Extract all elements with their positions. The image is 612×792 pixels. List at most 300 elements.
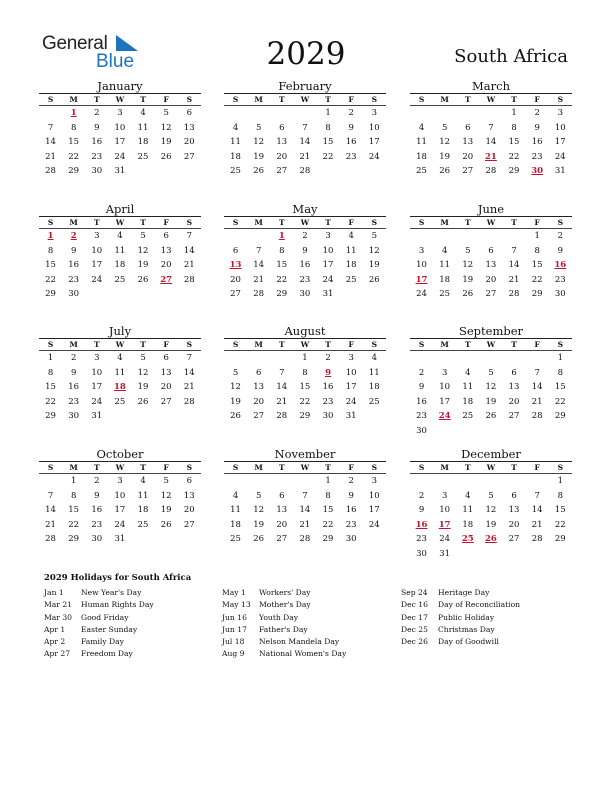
day-cell: 12 <box>160 122 172 133</box>
day-cell <box>155 287 178 302</box>
day-cell: 18 <box>368 382 380 393</box>
day-cell: 28 <box>183 396 195 407</box>
day-cell: 22 <box>68 519 80 530</box>
day-cell: 23 <box>299 274 311 285</box>
week-row <box>224 409 386 424</box>
weekday-label: S <box>186 340 193 349</box>
weekday-header <box>224 94 386 106</box>
day-cell: 28 <box>299 534 311 545</box>
holiday-day-cell: 1 <box>47 231 54 241</box>
weekday-label: W <box>486 340 496 349</box>
day-cell: 10 <box>554 122 566 133</box>
day-cell: 19 <box>439 151 451 162</box>
day-cell: 1 <box>534 231 540 241</box>
day-cell: 11 <box>230 505 241 516</box>
weekday-label: T <box>94 340 100 349</box>
weekday-label: W <box>115 95 125 104</box>
weekday-label: S <box>418 95 425 104</box>
weekday-label: W <box>300 218 310 227</box>
day-cell: 9 <box>348 122 354 133</box>
month-name: April <box>105 202 135 216</box>
weekday-label: W <box>115 463 125 472</box>
holiday-day-cell: 13 <box>229 260 242 271</box>
day-cell: 28 <box>485 166 497 177</box>
day-cell: 20 <box>508 396 520 407</box>
weekday-label: T <box>140 95 146 104</box>
day-cell <box>178 532 201 547</box>
holiday-column <box>222 587 346 661</box>
day-cell: 10 <box>439 382 451 393</box>
month-may <box>224 202 386 302</box>
day-cell <box>224 474 247 489</box>
day-cell <box>526 351 549 366</box>
day-cell: 4 <box>117 231 123 241</box>
weekday-label: F <box>348 95 354 104</box>
day-cell: 7 <box>47 122 54 133</box>
month-name: November <box>274 447 336 461</box>
day-cell: 30 <box>299 289 311 300</box>
day-cell: 20 <box>508 519 520 530</box>
day-cell: 22 <box>45 396 56 407</box>
day-cell: 17 <box>114 505 126 516</box>
holiday-day-cell: 30 <box>531 166 544 177</box>
day-cell: 26 <box>137 396 149 407</box>
day-cell <box>317 164 340 179</box>
day-cell: 17 <box>91 260 103 271</box>
holiday-day-cell: 1 <box>278 231 285 241</box>
day-cell: 7 <box>302 490 308 501</box>
day-cell: 20 <box>276 151 288 162</box>
holiday-date: Apr 2 <box>44 637 66 647</box>
day-cell: 1 <box>557 476 564 486</box>
day-cell: 14 <box>531 505 543 516</box>
day-cell: 16 <box>345 137 357 148</box>
month-day-grid <box>224 338 386 424</box>
weekday-label: T <box>511 340 517 349</box>
day-cell: 14 <box>508 260 520 271</box>
day-cell <box>224 106 247 121</box>
day-cell <box>363 409 386 424</box>
day-cell: 18 <box>114 260 126 271</box>
day-cell: 13 <box>183 490 195 501</box>
day-cell: 26 <box>368 274 380 285</box>
day-cell: 15 <box>299 382 311 393</box>
weekday-label: W <box>300 95 310 104</box>
day-cell <box>433 351 456 366</box>
holiday-name: Good Friday <box>81 612 129 622</box>
day-cell: 28 <box>276 411 288 422</box>
day-cell: 26 <box>462 289 474 300</box>
holiday-day-cell: 24 <box>438 411 451 422</box>
weekday-label: T <box>511 95 517 104</box>
day-cell: 8 <box>557 490 564 501</box>
holiday-date: Sep 24 <box>401 588 428 597</box>
day-cell <box>293 474 316 489</box>
weekday-label: S <box>371 340 378 349</box>
day-cell: 27 <box>508 411 520 422</box>
week-row <box>410 474 572 489</box>
day-cell: 18 <box>462 396 474 407</box>
weekday-label: W <box>486 463 496 472</box>
day-cell: 19 <box>368 260 380 271</box>
day-cell: 20 <box>160 260 172 271</box>
day-cell: 27 <box>276 166 288 177</box>
holiday-day-cell: 1 <box>70 108 77 118</box>
day-cell: 17 <box>91 382 103 393</box>
day-cell <box>433 474 456 489</box>
day-cell: 20 <box>485 274 497 285</box>
weekday-label: F <box>348 218 354 227</box>
weekday-label: S <box>186 95 193 104</box>
day-cell: 27 <box>508 534 520 545</box>
day-cell: 21 <box>508 274 520 285</box>
holiday-name: Youth Day <box>259 612 299 622</box>
weekday-label: S <box>232 218 239 227</box>
day-cell <box>247 351 270 366</box>
day-cell <box>132 532 155 547</box>
weekday-label: S <box>47 463 54 472</box>
day-cell: 16 <box>322 382 334 393</box>
month-name: July <box>108 324 132 338</box>
day-cell <box>503 229 526 244</box>
holiday-date: Apr 1 <box>44 624 66 634</box>
week-row <box>224 164 386 179</box>
day-cell: 24 <box>114 151 126 162</box>
weekday-label: S <box>418 218 425 227</box>
day-cell <box>340 287 363 302</box>
month-day-grid <box>39 216 201 302</box>
week-row <box>410 503 572 518</box>
day-cell: 4 <box>140 476 146 486</box>
month-day-grid <box>39 338 201 424</box>
day-cell: 9 <box>94 122 100 133</box>
week-row <box>39 229 201 244</box>
day-cell: 3 <box>371 108 378 118</box>
holiday-entry <box>44 599 154 611</box>
week-row <box>410 135 572 150</box>
weekday-label: T <box>325 340 331 349</box>
day-cell: 6 <box>279 490 285 501</box>
day-cell: 22 <box>276 274 288 285</box>
weekday-label: T <box>140 340 146 349</box>
day-cell: 24 <box>368 151 380 162</box>
weekday-label: S <box>557 463 564 472</box>
day-cell: 10 <box>114 122 126 133</box>
holiday-day-cell: 21 <box>485 151 497 162</box>
day-cell: 3 <box>441 490 448 501</box>
day-cell: 3 <box>418 245 425 256</box>
day-cell: 10 <box>91 367 103 378</box>
day-cell: 12 <box>485 382 497 393</box>
day-cell: 20 <box>230 274 241 285</box>
week-row <box>224 503 386 518</box>
weekday-header <box>410 217 572 229</box>
day-cell: 29 <box>322 534 334 545</box>
day-cell: 5 <box>465 245 471 256</box>
day-cell <box>155 532 178 547</box>
day-cell: 15 <box>276 260 288 271</box>
holiday-date: Jun 16 <box>222 612 247 622</box>
day-cell: 15 <box>322 505 334 516</box>
day-cell: 13 <box>276 137 288 148</box>
day-cell: 22 <box>299 396 311 407</box>
day-cell <box>456 106 479 121</box>
holiday-entry <box>222 599 346 611</box>
week-row <box>224 380 386 395</box>
day-cell: 24 <box>554 151 566 162</box>
weekday-label: T <box>511 463 517 472</box>
day-cell: 24 <box>439 534 451 545</box>
day-cell <box>526 424 549 439</box>
day-cell: 23 <box>416 411 427 422</box>
day-cell: 18 <box>416 151 427 162</box>
day-cell: 8 <box>325 122 331 133</box>
month-august <box>224 324 386 424</box>
holiday-entry <box>222 587 346 599</box>
day-cell: 14 <box>299 505 311 516</box>
weekday-label: W <box>300 463 310 472</box>
week-row <box>410 273 572 288</box>
day-cell: 26 <box>230 411 241 422</box>
month-day-grid <box>224 93 386 179</box>
holiday-entry <box>222 612 346 624</box>
day-cell <box>340 164 363 179</box>
day-cell <box>549 424 572 439</box>
day-cell: 4 <box>418 122 425 133</box>
day-cell: 7 <box>279 367 285 378</box>
weekday-label: W <box>115 340 125 349</box>
month-day-grid <box>410 93 572 179</box>
day-cell: 25 <box>416 166 427 177</box>
day-cell: 19 <box>485 396 497 407</box>
day-cell: 16 <box>91 137 103 148</box>
day-cell: 9 <box>557 245 564 256</box>
day-cell: 8 <box>557 367 564 378</box>
holiday-column <box>401 587 520 648</box>
week-row <box>224 474 386 489</box>
day-cell <box>503 424 526 439</box>
day-cell <box>39 474 62 489</box>
day-cell: 9 <box>70 245 77 256</box>
day-cell: 7 <box>534 490 540 501</box>
day-cell <box>155 409 178 424</box>
weekday-label: T <box>140 218 146 227</box>
day-cell: 11 <box>137 122 149 133</box>
weekday-label: S <box>371 463 378 472</box>
day-cell: 5 <box>488 367 494 378</box>
day-cell: 19 <box>160 505 172 516</box>
day-cell: 9 <box>534 122 540 133</box>
day-cell: 23 <box>554 274 566 285</box>
day-cell: 16 <box>531 137 543 148</box>
month-february <box>224 79 386 179</box>
day-cell: 22 <box>45 274 56 285</box>
weekday-label: S <box>418 463 425 472</box>
month-name: December <box>461 447 521 461</box>
weekday-label: T <box>279 95 285 104</box>
weekday-label: T <box>279 463 285 472</box>
holidays-title: 2029 Holidays for South Africa <box>44 573 192 583</box>
day-cell: 2 <box>348 108 354 118</box>
day-cell: 4 <box>465 490 471 501</box>
week-row <box>224 273 386 288</box>
week-row <box>39 380 201 395</box>
day-cell: 11 <box>462 382 474 393</box>
day-cell: 3 <box>117 108 123 118</box>
day-cell <box>456 351 479 366</box>
day-cell: 23 <box>91 151 103 162</box>
day-cell: 18 <box>137 505 149 516</box>
holiday-entry <box>44 612 154 624</box>
month-name: January <box>97 79 143 93</box>
day-cell: 2 <box>348 476 354 486</box>
day-cell: 27 <box>160 396 172 407</box>
day-cell: 12 <box>137 245 149 256</box>
day-cell: 13 <box>183 122 195 133</box>
day-cell: 24 <box>322 274 334 285</box>
day-cell: 23 <box>416 534 427 545</box>
week-row <box>224 489 386 504</box>
day-cell: 17 <box>368 137 380 148</box>
day-cell: 29 <box>299 411 311 422</box>
day-cell: 5 <box>255 490 262 501</box>
day-cell: 30 <box>554 289 566 300</box>
day-cell: 29 <box>554 411 566 422</box>
month-name: October <box>96 447 144 461</box>
holiday-name: Public Holiday <box>438 612 495 622</box>
day-cell: 4 <box>465 367 471 378</box>
week-row <box>224 351 386 366</box>
day-cell: 14 <box>253 260 265 271</box>
weekday-header <box>410 94 572 106</box>
day-cell: 14 <box>299 137 311 148</box>
week-row <box>410 532 572 547</box>
day-cell: 9 <box>418 505 425 516</box>
day-cell: 17 <box>554 137 566 148</box>
day-cell: 25 <box>345 274 357 285</box>
day-cell <box>456 474 479 489</box>
day-cell: 11 <box>114 245 126 256</box>
month-name: May <box>292 202 318 216</box>
holiday-day-cell: 26 <box>485 534 497 545</box>
weekday-label: T <box>465 463 471 472</box>
day-cell: 6 <box>163 231 169 241</box>
weekday-label: T <box>465 340 471 349</box>
day-cell: 23 <box>322 396 334 407</box>
day-cell: 16 <box>416 396 427 407</box>
weekday-label: T <box>511 218 517 227</box>
day-cell: 11 <box>439 260 451 271</box>
day-cell: 2 <box>94 476 100 486</box>
week-row <box>39 135 201 150</box>
day-cell: 21 <box>276 396 288 407</box>
week-row <box>39 150 201 165</box>
weekday-label: M <box>254 340 263 349</box>
day-cell: 22 <box>322 519 334 530</box>
day-cell: 8 <box>511 122 517 133</box>
day-cell: 5 <box>140 353 146 363</box>
day-cell <box>270 106 293 121</box>
weekday-label: T <box>325 95 331 104</box>
day-cell: 29 <box>508 166 520 177</box>
day-cell: 20 <box>462 151 474 162</box>
month-name: August <box>284 324 326 338</box>
day-cell: 4 <box>232 490 239 501</box>
weekday-label: S <box>557 340 564 349</box>
day-cell <box>479 474 502 489</box>
day-cell: 4 <box>140 108 146 118</box>
month-january <box>39 79 201 179</box>
day-cell <box>456 547 479 562</box>
holiday-entry <box>44 636 154 648</box>
holiday-name: Day of Goodwill <box>438 637 499 647</box>
holiday-name: Christmas Day <box>438 624 495 634</box>
day-cell: 4 <box>232 122 239 133</box>
week-row <box>39 258 201 273</box>
holiday-entry <box>222 636 346 648</box>
day-cell <box>108 409 131 424</box>
day-cell: 9 <box>302 245 308 256</box>
day-cell <box>410 474 433 489</box>
holiday-entry <box>401 612 520 624</box>
day-cell: 30 <box>416 425 427 436</box>
day-cell: 30 <box>416 548 427 559</box>
day-cell: 19 <box>462 274 474 285</box>
day-cell: 17 <box>322 260 334 271</box>
day-cell: 31 <box>114 534 126 545</box>
day-cell: 14 <box>183 367 195 378</box>
day-cell <box>178 409 201 424</box>
day-cell: 25 <box>137 519 149 530</box>
day-cell: 19 <box>253 151 265 162</box>
day-cell: 12 <box>485 505 497 516</box>
weekday-header <box>39 94 201 106</box>
week-row <box>410 351 572 366</box>
weekday-label: M <box>440 340 449 349</box>
holiday-entry <box>44 587 154 599</box>
weekday-label: S <box>186 463 193 472</box>
day-cell: 20 <box>183 505 195 516</box>
logo-text-general: General <box>42 33 108 54</box>
weekday-label: S <box>232 95 239 104</box>
day-cell: 2 <box>70 353 77 363</box>
day-cell: 18 <box>462 519 474 530</box>
day-cell: 28 <box>531 534 543 545</box>
week-row <box>410 547 572 562</box>
holiday-entry <box>222 624 346 636</box>
day-cell: 13 <box>160 245 172 256</box>
holiday-day-cell: 17 <box>438 519 451 530</box>
day-cell: 30 <box>68 411 80 422</box>
holiday-day-cell: 2 <box>70 231 77 241</box>
day-cell <box>247 474 270 489</box>
day-cell: 19 <box>253 519 265 530</box>
day-cell: 4 <box>348 231 354 241</box>
holiday-name: Workers' Day <box>259 588 311 597</box>
day-cell: 9 <box>418 382 425 393</box>
day-cell <box>108 287 131 302</box>
holiday-name: Heritage Day <box>438 588 490 597</box>
day-cell: 6 <box>186 108 193 118</box>
day-cell: 28 <box>45 166 56 177</box>
day-cell <box>178 287 201 302</box>
holiday-name: Family Day <box>81 637 124 647</box>
day-cell: 24 <box>345 396 357 407</box>
day-cell: 15 <box>554 382 566 393</box>
day-cell: 3 <box>348 353 354 363</box>
day-cell: 29 <box>554 534 566 545</box>
holiday-date: Mar 30 <box>44 612 73 622</box>
